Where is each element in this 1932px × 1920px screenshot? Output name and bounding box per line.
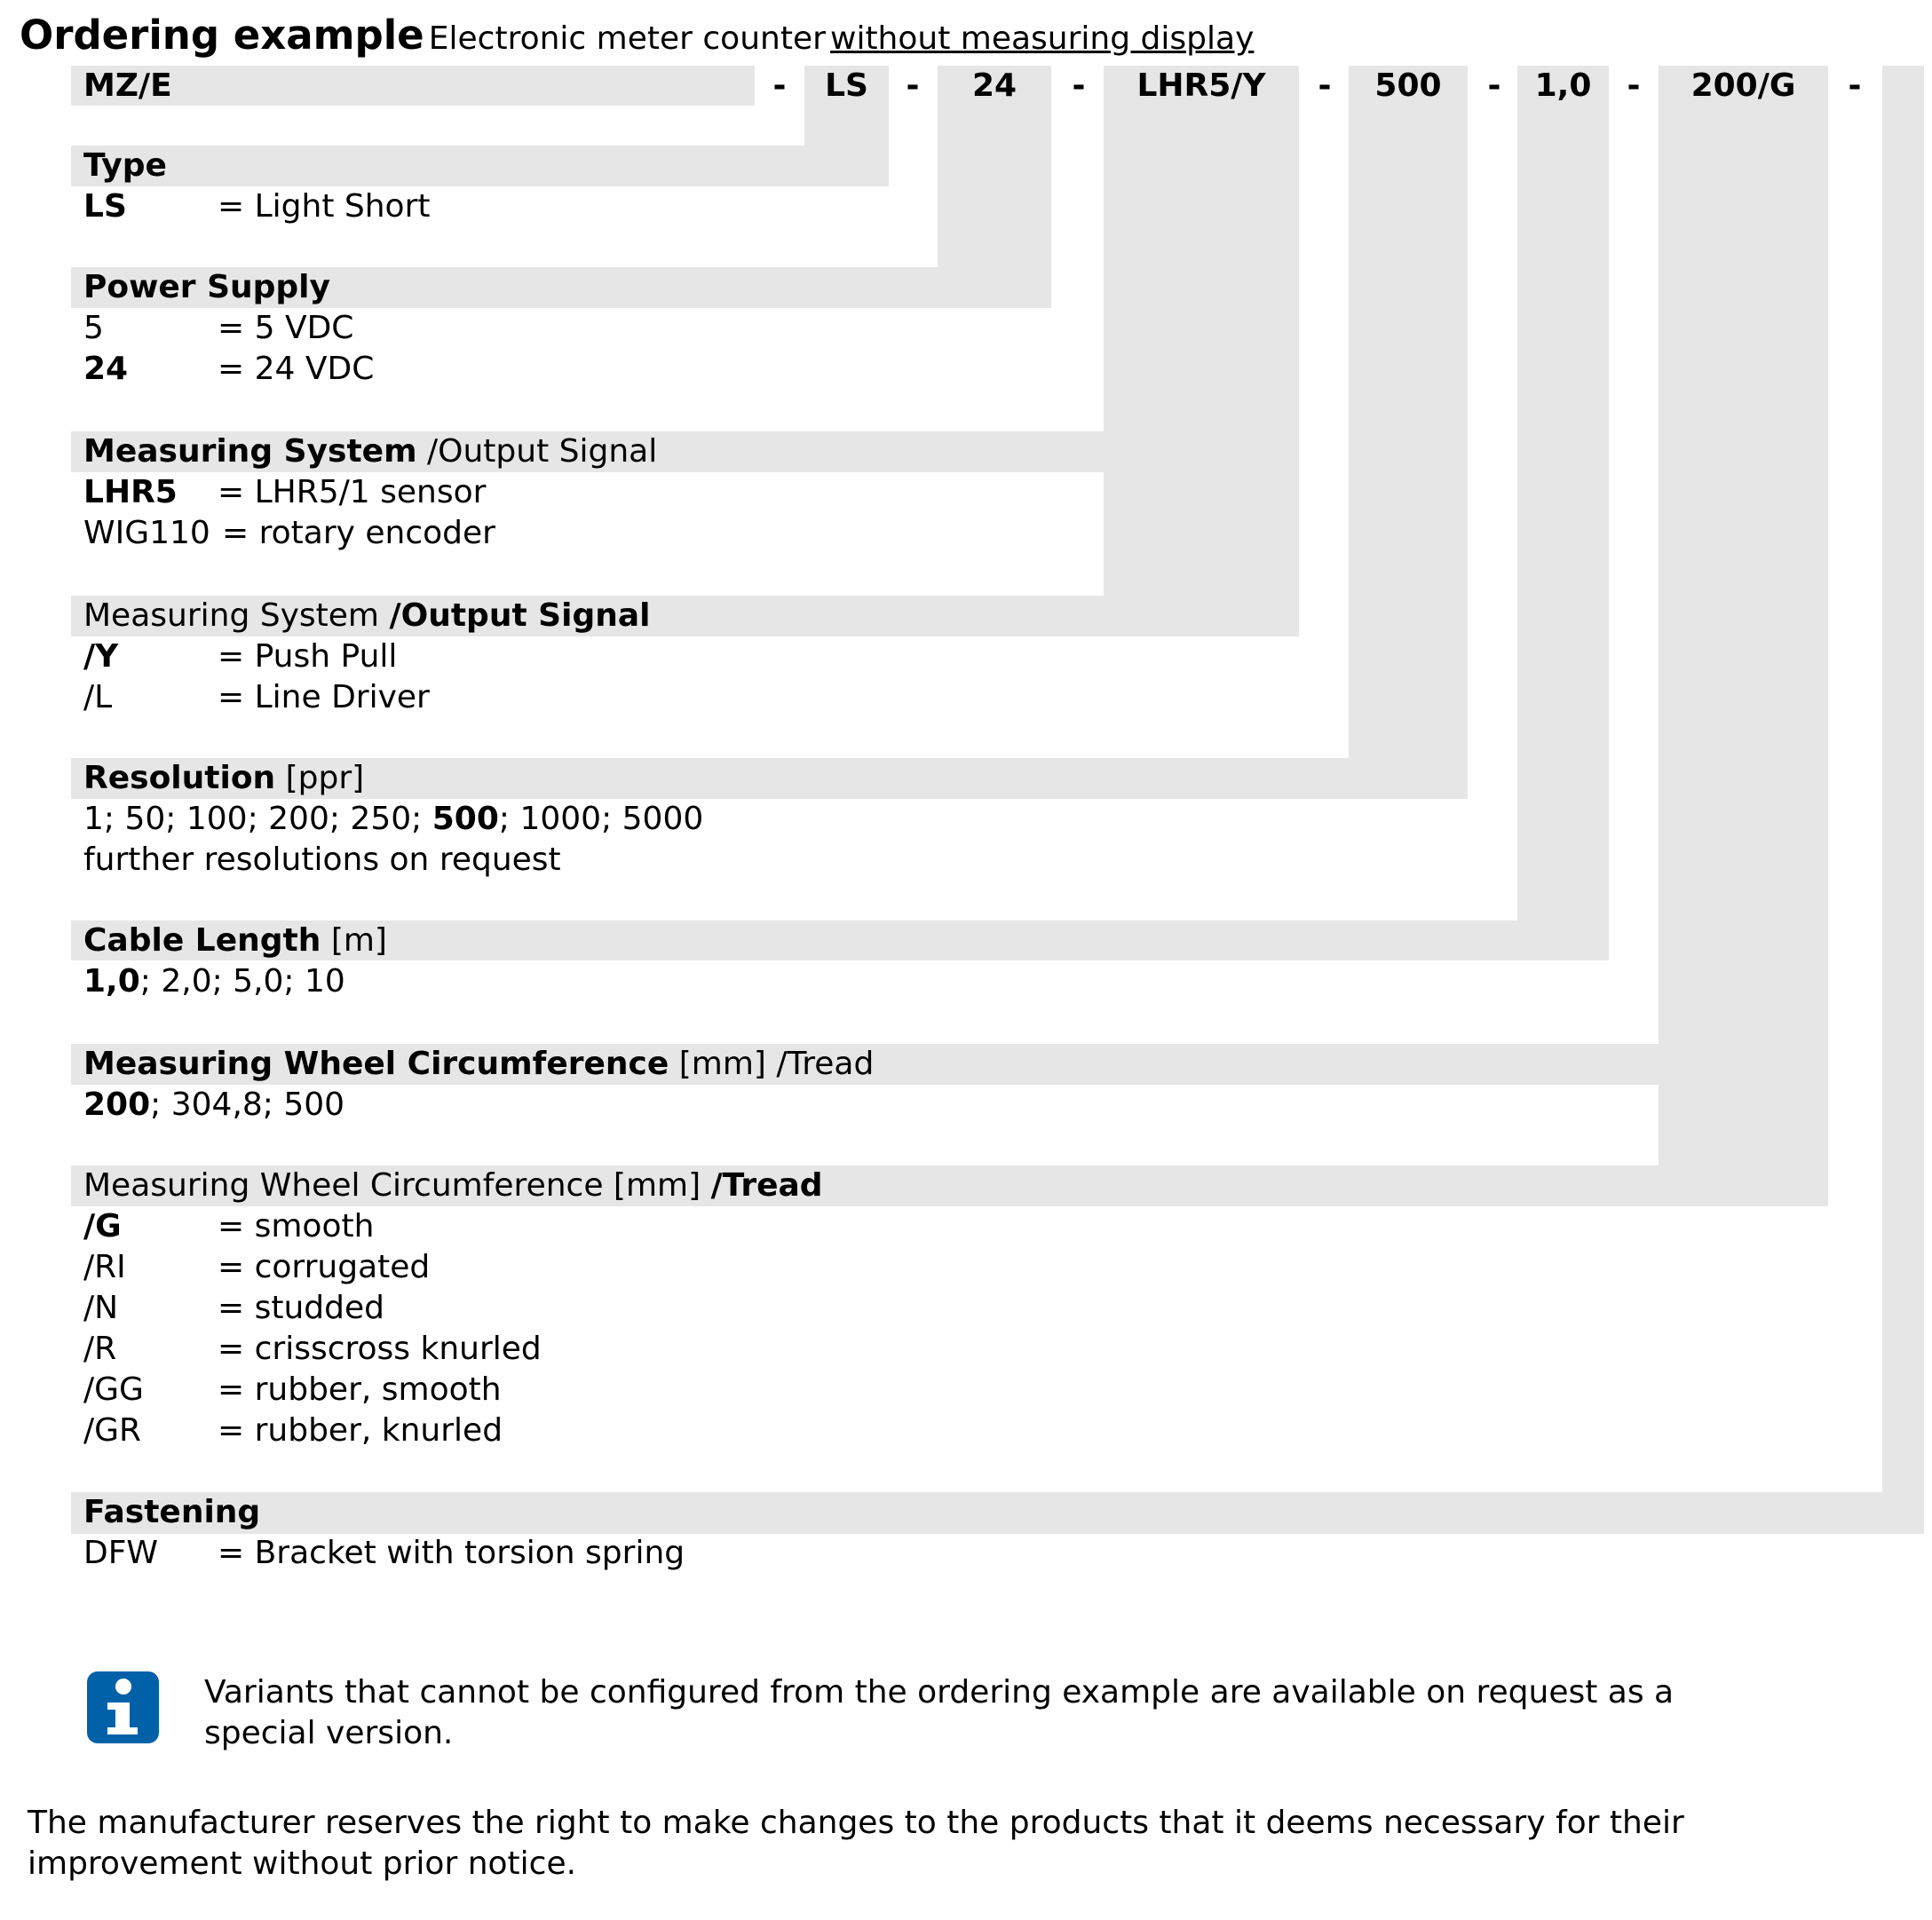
resolution-note: further resolutions on request xyxy=(83,841,561,878)
info-text-line1: Variants that cannot be configured from the ordering example are available on request as a xyxy=(204,1674,1675,1711)
title-bold: /Output Signal xyxy=(389,597,651,634)
title-bold: /Tread xyxy=(710,1167,823,1204)
title-plain: [m] xyxy=(321,922,387,959)
section-title-fastening: Fastening xyxy=(83,1494,261,1530)
code-separator: - xyxy=(1072,67,1086,104)
column-wheel xyxy=(1659,66,1828,1206)
code-separator: - xyxy=(772,67,787,104)
title-bold: Measuring System xyxy=(83,433,417,470)
option-desc: = corrugated xyxy=(218,1249,431,1285)
cable-values xyxy=(83,961,345,1002)
page-subtitle-underlined: without measuring display xyxy=(830,20,1255,57)
option-desc: = studded xyxy=(218,1290,384,1326)
band-type xyxy=(71,146,889,186)
option-desc: = Push Pull xyxy=(218,638,398,675)
option-desc: = 24 VDC xyxy=(218,351,375,387)
option-desc: = rubber, smooth xyxy=(218,1371,502,1408)
title-bold: Measuring Wheel Circumference xyxy=(83,1046,669,1082)
values-text: ; 1000; 5000 xyxy=(498,801,704,837)
option-code: /N xyxy=(83,1290,119,1326)
section-title-wheel-circumference xyxy=(83,1044,874,1085)
option-code: LS xyxy=(83,188,127,225)
title-plain: [mm] /Tread xyxy=(669,1046,875,1082)
code-wheel: 200/G xyxy=(1690,67,1796,104)
wheel-values xyxy=(83,1085,344,1126)
title-bold: Resolution xyxy=(83,760,276,796)
code-separator: - xyxy=(1848,67,1862,104)
code-measuring-system: LHR5/Y xyxy=(1136,67,1266,104)
title-bold: Cable Length xyxy=(83,922,321,959)
code-separator: - xyxy=(1318,67,1332,104)
code-type: LS xyxy=(825,67,868,104)
disclaimer-line1: The manufacturer reserves the right to make changes to the products that it deems necessary for their xyxy=(28,1805,1684,1841)
option-code: /GG xyxy=(83,1371,144,1408)
page-title-row xyxy=(20,12,1254,67)
section-title-cable xyxy=(83,920,387,961)
option-code: /Y xyxy=(83,638,119,675)
title-plain: /Output Signal xyxy=(416,433,658,470)
option-desc: = Line Driver xyxy=(218,679,430,715)
section-title-type: Type xyxy=(83,147,167,184)
option-desc: = 5 VDC xyxy=(218,310,354,346)
code-box-model xyxy=(71,66,755,106)
values-text: ; 304,8; 500 xyxy=(150,1086,345,1123)
page-title: Ordering example xyxy=(20,12,424,59)
default-value: 200 xyxy=(83,1086,151,1123)
title-plain: Measuring Wheel Circumference [mm] xyxy=(83,1167,711,1204)
values-text: 1; 50; 100; 200; 250; xyxy=(83,801,432,837)
section-title-output-signal xyxy=(83,596,650,636)
code-power: 24 xyxy=(971,67,1017,104)
code-separator: - xyxy=(1627,67,1641,104)
column-measuring-system xyxy=(1104,66,1299,636)
option-desc: = crisscross knurled xyxy=(218,1331,542,1367)
option-code: 5 xyxy=(83,310,104,346)
code-cable: 1,0 xyxy=(1534,67,1592,104)
column-fastening xyxy=(1882,66,1924,1534)
column-cable xyxy=(1517,66,1609,960)
option-desc: = LHR5/1 sensor xyxy=(218,474,487,510)
default-value: 500 xyxy=(432,801,499,837)
code-model: MZ/E xyxy=(83,67,172,104)
resolution-values xyxy=(83,799,703,840)
band-fastening xyxy=(71,1492,1924,1534)
page-subtitle: Electronic meter counter xyxy=(428,20,826,57)
code-separator: - xyxy=(906,67,920,104)
section-title-tread xyxy=(83,1165,823,1206)
option-desc: = smooth xyxy=(218,1208,375,1244)
option-code: LHR5 xyxy=(83,474,178,510)
column-resolution xyxy=(1349,66,1468,799)
values-text: ; 2,0; 5,0; 10 xyxy=(139,963,345,1000)
option-code: DFW xyxy=(83,1535,159,1571)
code-separator: - xyxy=(1487,67,1501,104)
code-resolution: 500 xyxy=(1374,67,1442,104)
title-plain: Measuring System xyxy=(83,597,390,634)
section-title-resolution xyxy=(83,758,364,799)
option-code: 24 xyxy=(83,351,129,387)
option-code: /G xyxy=(83,1208,122,1244)
disclaimer-line2: improvement without prior notice. xyxy=(28,1845,577,1882)
option-code: /GR xyxy=(83,1412,142,1449)
option-code: /L xyxy=(83,679,113,715)
info-text-line2: special version. xyxy=(204,1715,454,1751)
section-title-power: Power Supply xyxy=(83,269,330,305)
option-desc: = Light Short xyxy=(218,188,431,225)
option-desc: = rotary encoder xyxy=(222,515,495,551)
option-code: /RI xyxy=(83,1249,126,1285)
default-value: 1,0 xyxy=(83,963,140,1000)
option-desc: = rubber, knurled xyxy=(218,1412,503,1449)
option-code: WIG110 xyxy=(83,515,210,551)
option-desc: = Bracket with torsion spring xyxy=(218,1535,685,1571)
option-code: /R xyxy=(83,1331,117,1367)
section-title-measuring-system xyxy=(83,431,657,472)
info-icon xyxy=(87,1671,159,1743)
title-plain: [ppr] xyxy=(275,760,365,796)
